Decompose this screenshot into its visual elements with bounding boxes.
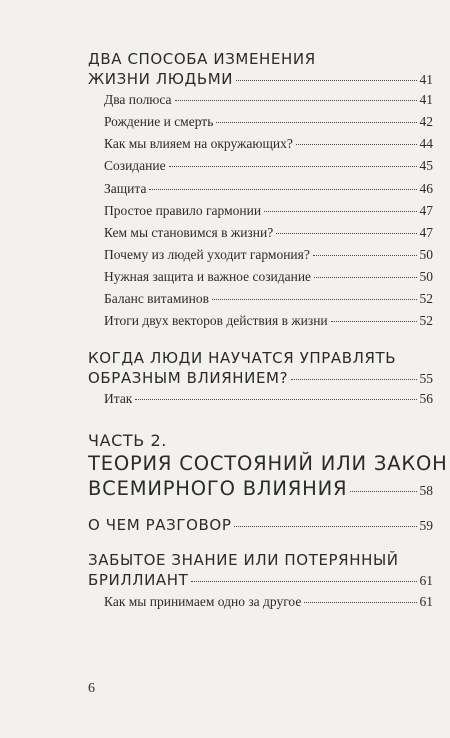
leader-dots (135, 399, 416, 400)
toc-entry[interactable] (104, 157, 433, 175)
leader-dots (264, 211, 416, 212)
chapter-title-line: ЗАБЫТОЕ ЗНАНИЕ ИЛИ ПОТЕРЯННЫЙ (88, 551, 399, 569)
part-title-line: ТЕОРИЯ СОСТОЯНИЙ ИЛИ ЗАКОН (88, 452, 448, 475)
chapter-title-line: ОБРАЗНЫМ ВЛИЯНИЕМ? (88, 369, 289, 387)
entry-title: Как мы принимаем одно за другое (104, 594, 302, 609)
part-title-line: ВСЕМИРНОГО ВЛИЯНИЯ (88, 477, 348, 500)
toc-entry[interactable] (104, 91, 433, 109)
leader-dots (236, 80, 416, 81)
page-folio: 6 (88, 681, 95, 696)
page-number: 41 (419, 92, 433, 107)
toc-entry[interactable] (104, 113, 433, 131)
toc-entry[interactable] (104, 593, 433, 611)
toc-chapter-heading[interactable] (88, 49, 433, 90)
leader-dots (291, 379, 416, 380)
page-number: 55 (419, 371, 433, 386)
entry-title: Нужная защита и важное созидание (104, 269, 312, 284)
leader-dots (304, 602, 416, 603)
leader-dots (191, 581, 416, 582)
entry-title: Созидание (104, 158, 166, 173)
leader-dots (216, 122, 416, 123)
leader-dots (313, 255, 417, 256)
leader-dots (212, 299, 417, 300)
leader-dots (149, 189, 416, 190)
entry-title: Простое правило гармонии (104, 203, 262, 218)
toc-entry[interactable] (104, 290, 433, 308)
entry-title: Кем мы становимся в жизни? (104, 225, 274, 240)
entry-title: Рождение и смерть (104, 114, 214, 129)
leader-dots (234, 526, 416, 527)
page-number: 46 (419, 181, 433, 196)
chapter-title-line: КОГДА ЛЮДИ НАУЧАТСЯ УПРАВЛЯТЬ (88, 349, 397, 367)
page-number: 52 (419, 313, 433, 328)
entry-title: Итоги двух векторов действия в жизни (104, 313, 328, 328)
toc-chapter-heading[interactable] (88, 348, 433, 389)
toc-chapter-heading[interactable] (88, 550, 433, 591)
toc-chapter-heading[interactable] (88, 515, 433, 536)
entry-title: Почему из людей уходит гармония? (104, 247, 310, 262)
leader-dots (169, 166, 417, 167)
page-number: 52 (419, 291, 433, 306)
page-number: 41 (419, 72, 433, 87)
toc-entry[interactable] (104, 312, 433, 330)
entry-title: Итак (104, 391, 133, 406)
toc-entry[interactable] (104, 202, 433, 220)
leader-dots (175, 100, 417, 101)
toc-entry[interactable] (104, 180, 433, 198)
leader-dots (276, 233, 416, 234)
toc-entry[interactable] (104, 268, 433, 286)
page-number: 61 (419, 573, 433, 588)
chapter-title-line: БРИЛЛИАНТ (88, 571, 189, 589)
toc-part-title[interactable] (88, 451, 448, 503)
chapter-title-line: ЖИЗНИ ЛЮДЬМИ (88, 70, 234, 88)
toc-entry[interactable] (104, 246, 433, 264)
leader-dots (350, 491, 416, 492)
entry-title: Как мы влияем на окружающих? (104, 136, 293, 151)
page-number: 45 (419, 158, 433, 173)
part-label: ЧАСТЬ 2. (88, 431, 167, 450)
leader-dots (314, 277, 416, 278)
page-number: 47 (419, 203, 433, 218)
page-number: 50 (419, 247, 433, 262)
toc-entry[interactable] (104, 224, 433, 242)
page-number: 44 (419, 136, 433, 151)
page-number: 61 (419, 594, 433, 609)
leader-dots (296, 144, 417, 145)
entry-title: Защита (104, 181, 147, 196)
page-number: 56 (419, 391, 433, 406)
page-number: 42 (419, 114, 433, 129)
chapter-title-line: О ЧЕМ РАЗГОВОР (88, 516, 232, 534)
page-number: 50 (419, 269, 433, 284)
page-number: 47 (419, 225, 433, 240)
toc-entry[interactable] (104, 390, 433, 408)
leader-dots (331, 321, 417, 322)
toc-entry[interactable] (104, 135, 433, 153)
chapter-title-line: ДВА СПОСОБА ИЗМЕНЕНИЯ (88, 50, 316, 68)
page-number: 58 (419, 483, 433, 498)
page-number: 59 (419, 518, 433, 533)
entry-title: Баланс витаминов (104, 291, 209, 306)
part-heading (88, 431, 433, 451)
entry-title: Два полюса (104, 92, 172, 107)
